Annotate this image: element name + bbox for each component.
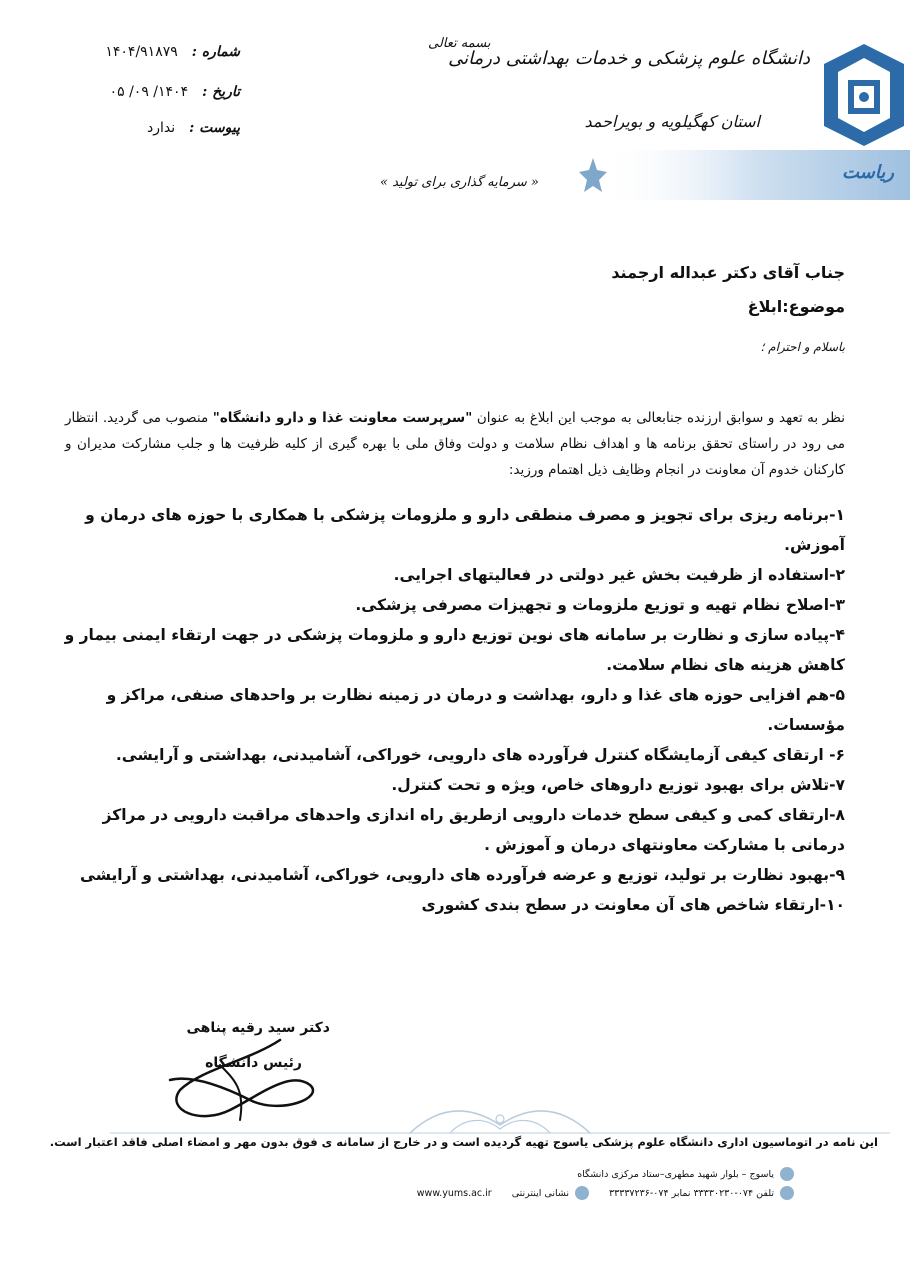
duty-item: ۸-ارتقای کمی و کیفی سطح خدمات دارویی ازطریق راه اندازی واحدهای مراقبت دارویی در مراکز درمانی با مشارکت معاونتهای درمان و آموزش . — [102, 806, 845, 854]
duty-item: ۵-هم افزایی حوزه های غذا و دارو، بهداشت و درمان در زمینه نظارت بر واحدهای صنفی، مراکز و مؤسسات. — [106, 686, 845, 734]
attachment-label: پیوست : — [189, 120, 240, 136]
slogan-star-icon — [578, 156, 608, 200]
duty-item: ۴-پیاده سازی و نظارت بر سامانه های نوین توزیع دارو و ملزومات پزشکی در جهت ارتقاء ایمنی بیمار و کاهش هزینه های نظام سلامت. — [64, 626, 845, 674]
province-name: استان کهگیلویه و بویراحمد — [584, 112, 760, 131]
signatory-name: دکتر سید رقیه پناهی — [186, 1020, 330, 1036]
number-label: شماره : — [191, 44, 240, 60]
attachment-value: ندارد — [146, 120, 176, 136]
duty-item: ۲-استفاده از ظرفیت بخش غیر دولتی در فعالیتهای اجرایی. — [393, 566, 845, 584]
letter-date — [110, 84, 240, 100]
phone-icon — [780, 1186, 794, 1200]
signatory-title: رئیس دانشگاه — [205, 1055, 302, 1071]
duty-item: ۱-برنامه ریزی برای تجویز و مصرف منطقی دارو و ملزومات پزشکی با همکاری با حوزه های درمان و آموزش. — [85, 506, 845, 554]
web-icon — [575, 1186, 589, 1200]
duties-list — [55, 500, 845, 920]
duty-item: ۷-تلاش برای بهبود توزیع داروهای خاص، ویژه و تحت کنترل. — [391, 776, 845, 794]
duty-item: ۱۰-ارتقاء شاخص های آن معاونت در سطح بندی کشوری — [421, 896, 845, 914]
duty-item: ۳-اصلاح نظام تهیه و توزیع ملزومات و تجهیزات مصرفی پزشکی. — [355, 596, 845, 614]
greeting: باسلام و احترام ؛ — [760, 340, 845, 354]
location-icon — [780, 1167, 794, 1181]
university-logo — [818, 40, 910, 150]
slogan: « سرمایه گذاری برای تولید » — [380, 175, 539, 190]
intro-part1: نظر به تعهد و سوابق ارزنده جنابعالی به موجب این ابلاغ به عنوان — [476, 410, 846, 426]
intro-paragraph — [65, 405, 845, 483]
website-link[interactable]: www.yums.ac.ir — [416, 1187, 492, 1199]
address-text: یاسوج – بلوار شهید مطهری–ستاد مرکزی دانشگاه — [577, 1168, 774, 1180]
duty-item: ۹-بهبود نظارت بر تولید، توزیع و عرضه فرآورده های دارویی، خوراکی، آشامیدنی، بهداشتی و آرایشی — [80, 866, 845, 884]
phone-text: تلفن ۰۷۴-۳۳۳۳۰۲۳۰ نمابر ۰۷۴-۳۳۳۳۷۲۳۶ — [609, 1187, 774, 1199]
letter-number — [105, 44, 240, 60]
number-value: ۱۴۰۴/۹۱۸۷۹ — [105, 44, 178, 60]
university-name: دانشگاه علوم پزشکی و خدمات بهداشتی درمانی — [448, 48, 810, 69]
bismillah: بسمه تعالی — [428, 36, 491, 51]
appointment-title: "سرپرست معاونت غذا و دارو دانشگاه" — [212, 410, 473, 426]
date-value: ۱۴۰۴/ ۰۹/ ۰۵ — [109, 84, 189, 100]
intro-part2: منصوب می گردید. انتظار می رود در راستای تحقق برنامه ها و اهداف نظام سلامت و دولت وفاق ملی با بهره گیری از کلیه ظرفیت ها و جلب مشارکت مدیران و کارکنان خدوم آن معاونت در انجام وظایف ذیل اهتمام ورزید: — [65, 410, 845, 478]
footer-contact — [417, 1186, 794, 1200]
letter-attachment — [147, 120, 240, 136]
department-name: ریاست — [842, 162, 894, 183]
validity-notice: این نامه در اتوماسیون اداری دانشگاه علوم پزشکی یاسوج تهیه گردیده است و در خارج از سامانه ی فوق بدون مهر و امضاء اصلی فاقد اعتبار است. — [49, 1135, 878, 1149]
subject: موضوع:ابلاغ — [747, 297, 845, 316]
date-label: تاریخ : — [202, 84, 240, 100]
duty-item: ۶- ارتقای کیفی آزمایشگاه کنترل فرآورده های دارویی، خوراکی، آشامیدنی، بهداشتی و آرایشی. — [115, 746, 845, 764]
addressee: جناب آقای دکتر عبداله ارجمند — [611, 263, 845, 282]
footer-address — [577, 1167, 794, 1181]
web-label: نشانی اینترنتی — [511, 1187, 570, 1199]
